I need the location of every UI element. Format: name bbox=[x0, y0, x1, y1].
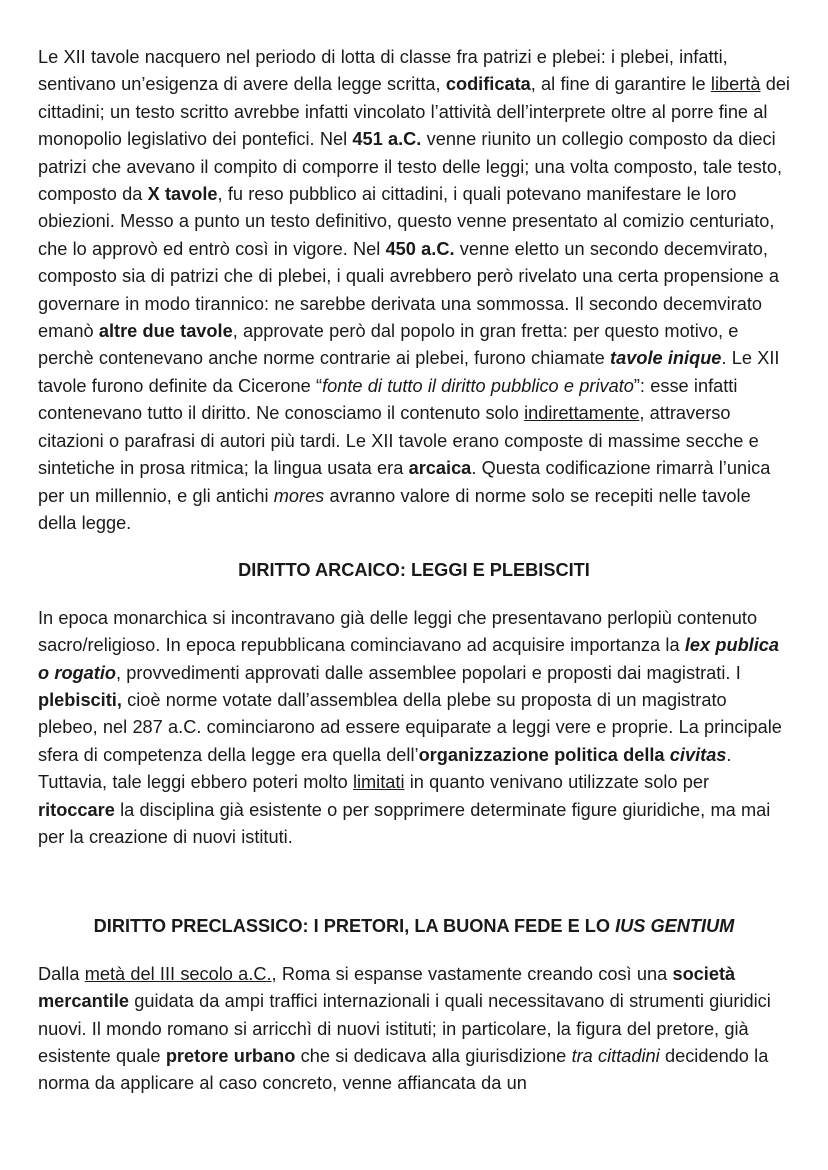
paragraph-pretori bbox=[38, 961, 790, 1098]
text-run: Le XII tavole nacquero nel periodo di lotta di classe fra patrizi e plebei: i plebei, infatti, sentivano un’esigenza di avere della legge scritta, bbox=[38, 47, 728, 95]
bold-term: 451 a.C. bbox=[352, 129, 422, 150]
italic-term: tra cittadini bbox=[571, 1046, 660, 1066]
bold-term: codificata bbox=[445, 74, 531, 95]
bold-term: pretore urbano bbox=[165, 1046, 296, 1066]
text-run: avranno valore di norme solo se recepiti nelle tavole della legge. bbox=[38, 485, 751, 533]
text-run: , approvate però dal popolo in gran fretta: per questo motivo, e perchè contenevano anche norme contrarie ai plebei, furono chiamate bbox=[38, 321, 739, 369]
text-run: la disciplina già esistente o per sopprimere determinate figure giuridiche, ma mai per la creazione di nuovi istituti. bbox=[38, 799, 771, 847]
bold-term: plebisciti, bbox=[38, 689, 122, 710]
text-run: , attraverso citazioni o parafrasi di autori più tardi. Le XII tavole erano composte di massime secche e sintetiche in prosa ritmica; la lingua usata era bbox=[38, 403, 759, 479]
heading-italic-text: IUS GENTIUM bbox=[615, 916, 735, 937]
text-run: venne riunito un collegio composto da dieci patrizi che avevano il compito di comporre il testo delle leggi; una volta composto, tale testo, composto da bbox=[38, 129, 783, 205]
italic-term: mores bbox=[273, 485, 325, 506]
text-run: dei cittadini; un testo scritto avrebbe infatti vincolato l’attività dell’interprete oltre al porre fine al monopolio legislativo dei pontefici. Nel bbox=[38, 74, 790, 150]
italic-quote: fonte di tutto il diritto pubblico e privato bbox=[322, 375, 634, 396]
text-run: . Tuttavia, tale leggi ebbero poteri molto bbox=[38, 744, 732, 793]
text-run: venne eletto un secondo decemvirato, composto sia di patrizi che di plebei, i quali avrebbero però rivelato una certa propensione a governare in modo tirannico: ne sarebbe derivata una sommossa. Il secondo decemvirato emanò bbox=[38, 238, 780, 342]
paragraph-leggi-plebisciti bbox=[38, 605, 790, 852]
bold-italic-term: civitas bbox=[669, 744, 727, 765]
section-heading-diritto-arcaico: DIRITTO ARCAICO: LEGGI E PLEBISCITI bbox=[238, 560, 590, 581]
bold-italic-term: lex publica o rogatio bbox=[38, 635, 780, 683]
bold-italic-term: tavole inique bbox=[610, 348, 722, 369]
text-run: , fu reso pubblico ai cittadini, i quali potevano manifestare le loro obiezioni. Messo a punto un testo definitivo, questo venne presentato al comizio centuriato, che lo approvò ed entrò così in vigore. Nel bbox=[38, 184, 775, 259]
section-heading-diritto-preclassico bbox=[38, 913, 790, 940]
paragraph-xii-tavole bbox=[38, 44, 790, 537]
text-run: guidata da ampi traffici internazionali i quali necessitavano di strumenti giuridici nuovi. Il mondo romano si arricchì di nuovi istituti; in particolare, la figura del pretore, già esistente quale bbox=[38, 991, 771, 1066]
heading-text: DIRITTO PRECLASSICO: I PRETORI, LA BUONA FEDE E LO bbox=[93, 916, 616, 937]
text-run: , al fine di garantire le bbox=[530, 74, 711, 95]
underlined-term: limitati bbox=[352, 772, 405, 793]
underlined-term: metà del III secolo a.C. bbox=[84, 963, 272, 984]
text-run: , provvedimenti approvati dalle assemblee popolari e proposti dai magistrati. I bbox=[116, 662, 741, 683]
text-run: decidendo la norma da applicare al caso concreto, venne affiancata da un bbox=[38, 1046, 769, 1094]
bold-term: X tavole bbox=[147, 184, 218, 205]
text-run: che si dedicava alla giurisdizione bbox=[295, 1046, 572, 1066]
underlined-term: libertà bbox=[710, 74, 761, 95]
bold-term: altre due tavole bbox=[98, 321, 233, 342]
bold-term: 450 a.C. bbox=[385, 238, 455, 259]
bold-term: ritoccare bbox=[38, 799, 115, 820]
text-run: , Roma si espanse vastamente creando così una bbox=[271, 963, 673, 984]
underlined-term: indirettamente bbox=[524, 403, 640, 424]
bold-term: organizzazione politica della bbox=[418, 744, 670, 765]
text-run: . Questa codificazione rimarrà l’unica per un millennio, e gli antichi bbox=[38, 458, 771, 506]
bold-term: arcaica bbox=[408, 458, 472, 479]
bold-term: società mercantile bbox=[38, 963, 736, 1012]
text-run: in quanto venivano utilizzate solo per bbox=[404, 772, 710, 793]
text-run: Dalla bbox=[38, 963, 85, 984]
text-run: ”: esse infatti contenevano tutto il diritto. Ne conosciamo il contenuto solo bbox=[38, 375, 738, 424]
text-run: cioè norme votate dall’assemblea della plebe su proposta di un magistrato plebeo, nel 287 a.C. cominciarono ad essere equiparate a leggi vere e proprie. La principale sfera di competenza della legge era quella dell’ bbox=[38, 689, 782, 765]
text-run: . Le XII tavole furono definite da Cicerone “ bbox=[38, 348, 780, 396]
text-run: In epoca monarchica si incontravano già delle leggi che presentavano perlopiù contenuto sacro/religioso. In epoca repubblicana cominciavano ad acquisire importanza la bbox=[38, 607, 758, 656]
